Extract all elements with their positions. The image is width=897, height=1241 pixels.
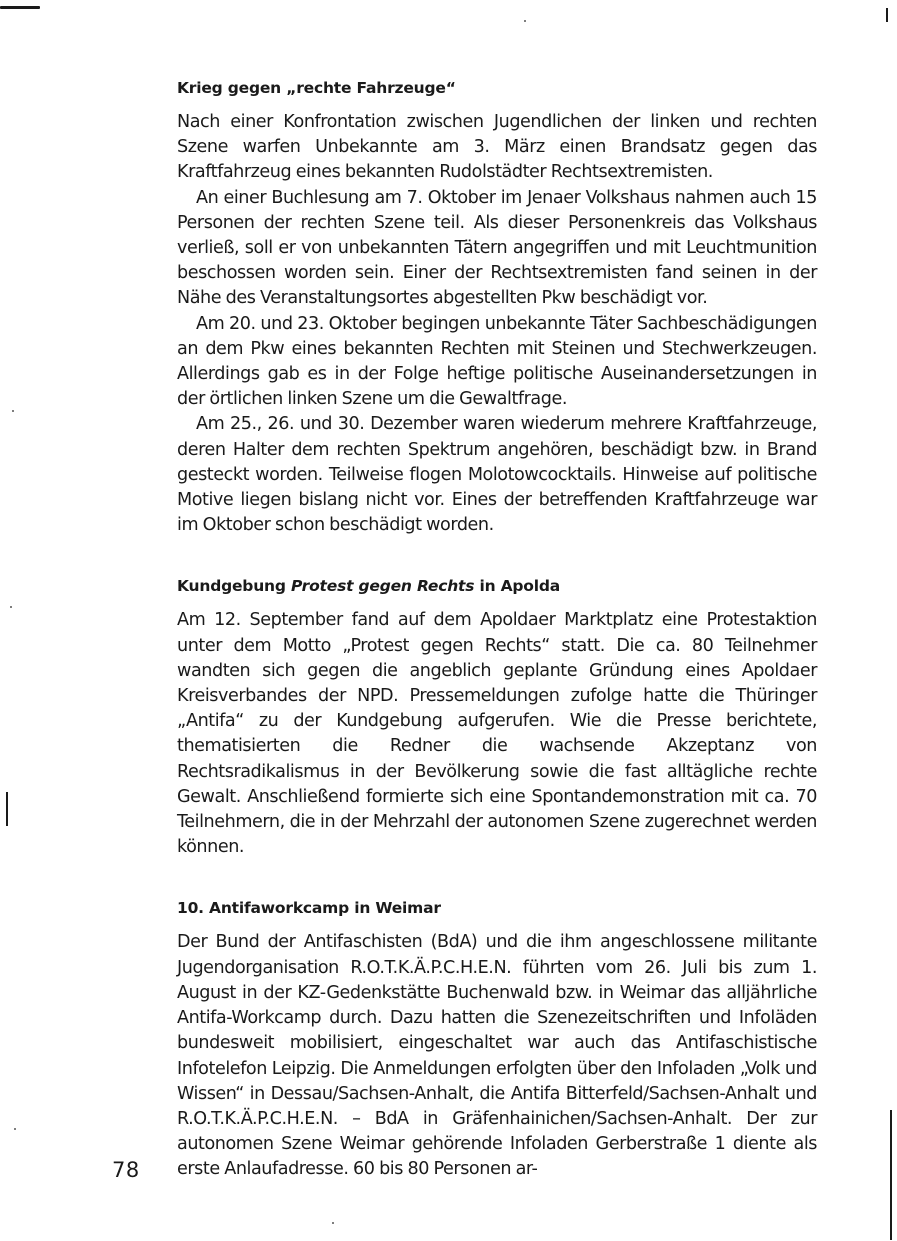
paragraph: Nach einer Konfrontation zwischen Jugendlichen der linken und rechten Szene warfen Unbekannte am 3. März einen Brandsatz gegen das Kraftfahrzeug eines bekannten Rudolstädter Rechtsextremisten. xyxy=(177,112,817,183)
scan-speck xyxy=(12,410,14,412)
heading-suffix: in Apolda xyxy=(474,577,561,596)
paragraph: Am 25., 26. und 30. Dezember waren wiederum mehrere Kraftfahrzeuge, deren Halter dem rechten Spektrum angehören, beschädigt bzw. in Brand gesteckt worden. Teilweise flogen Molotowcocktails. Hinweise auf politische Motive liegen bislang nicht vor. Eines der betreffenden Kraftfahrzeuge war im Oktober schon beschädigt worden. xyxy=(177,414,817,536)
section-antifaworkcamp-weimar xyxy=(177,896,817,1182)
section-kundgebung-apolda xyxy=(177,574,817,860)
heading-emphasis: Protest gegen Rechts xyxy=(290,577,475,596)
paragraph: Der Bund der Antifaschisten (BdA) und die ihm angeschlossene militante Jugendorganisation R.O.T.K.Ä.P.C.H.E.N. führten vom 26. Juli bis zum 1. August in der KZ-Gedenkstätte Buchenwald bzw. in Weimar das alljährliche Antifa-Workcamp durch. Dazu hatten die Szenezeitschriften und Infoläden bundesweit mobilisiert, eingeschaltet war auch das Antifaschistische Infotelefon Leipzig. Die Anmeldungen erfolgten über den Infoladen „Volk und Wissen“ in Dessau/Sachsen-Anhalt, die Antifa Bitterfeld/Sachsen-Anhalt und R.O.T.K.Ä.P.C.H.E.N. – BdA in Gräfenhainichen/Sachsen-Anhalt. Der zur autonomen Szene Weimar gehörende Infoladen Gerberstraße 1 diente als erste Anlaufadresse. 60 bis 80 Personen ar- xyxy=(177,932,817,1180)
section-heading xyxy=(177,574,817,598)
section-heading: Krieg gegen „rechte Fahrzeuge“ xyxy=(177,79,456,97)
scan-artifact-right-edge xyxy=(890,1110,892,1240)
section-heading: 10. Antifaworkcamp in Weimar xyxy=(177,899,441,918)
scan-speck xyxy=(10,606,12,608)
scan-artifact-top-right xyxy=(886,8,888,22)
scan-artifact-left-line xyxy=(6,792,8,826)
scan-speck xyxy=(332,1222,334,1224)
scan-speck xyxy=(524,20,526,22)
section-krieg-gegen-rechte-fahrzeuge xyxy=(177,76,817,538)
paragraph: Am 20. und 23. Oktober begingen unbekannte Täter Sachbeschädigungen an dem Pkw eines bekannten Rechten mit Steinen und Stechwerkzeugen. Allerdings gab es in der Folge heftige politische Auseinandersetzungen in der örtlichen linken Szene um die Gewaltfrage. xyxy=(177,313,817,410)
heading-prefix: Kundgebung xyxy=(177,577,291,596)
page-number: 78 xyxy=(112,1158,140,1182)
paragraph: Am 12. September fand auf dem Apoldaer Marktplatz eine Protestaktion unter dem Motto „Protest gegen Rechts“ statt. Die ca. 80 Teilnehmer wandten sich gegen die angeblich geplante Gründung eines Apoldaer Kreisverbandes der NPD. Pressemeldungen zufolge hatte die Thüringer „Antifa“ zu der Kundgebung aufgerufen. Wie die Presse berichtete, thematisierten die Redner die wachsende Akzeptanz von Rechtsradikalismus in der Bevölkerung sowie die fast alltägliche rechte Gewalt. Anschließend formierte sich eine Spontandemonstration mit ca. 70 Teilnehmern, die in der Mehrzahl der autonomen Szene zugerechnet werden können. xyxy=(177,610,817,858)
scan-speck xyxy=(14,1128,16,1130)
paragraph: An einer Buchlesung am 7. Oktober im Jenaer Volkshaus nahmen auch 15 Personen der rechten Szene teil. Als dieser Personenkreis das Volkshaus verließ, soll er von unbekannten Tätern angegriffen und mit Leuchtmunition beschossen worden sein. Einer der Rechtsextremisten fand seinen in der Nähe des Veranstaltungsortes abgestellten Pkw beschädigt vor. xyxy=(177,187,817,309)
document-body xyxy=(177,76,817,1219)
scan-artifact-top-left xyxy=(0,6,40,9)
